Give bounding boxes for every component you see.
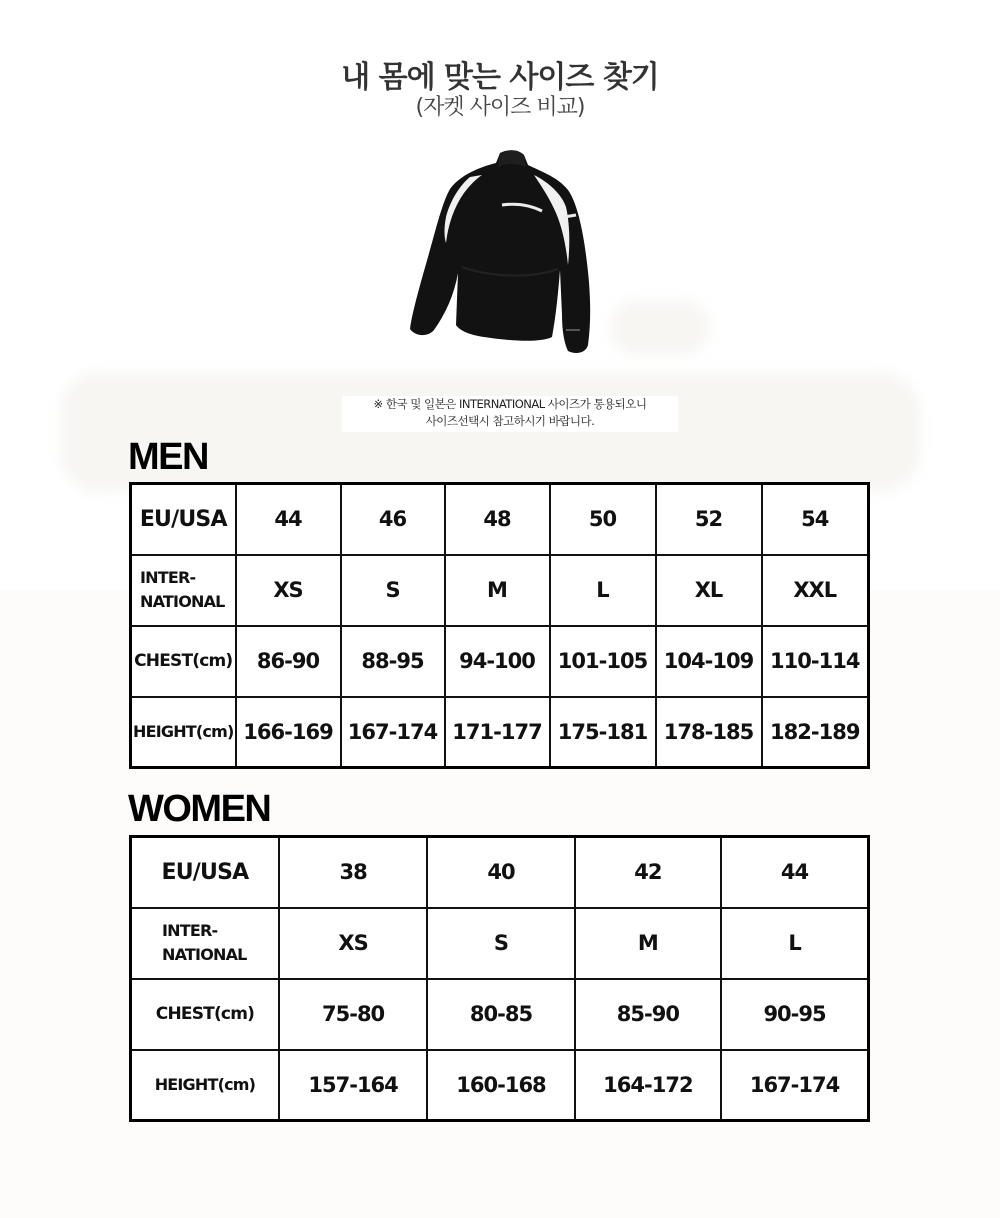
- table-row: [131, 626, 869, 697]
- table-row: [131, 555, 869, 626]
- row-header-line-2: NATIONAL: [162, 945, 247, 964]
- row-header-international: [131, 908, 279, 979]
- men-size-table: [129, 482, 870, 769]
- table-cell: L: [550, 555, 656, 626]
- table-cell: 44: [721, 837, 868, 908]
- notice-line-2: 사이즈선택시 참고하시기 바랍니다.: [425, 414, 595, 428]
- table-cell: 167-174: [341, 697, 445, 768]
- page-title: 내 몸에 맞는 사이즈 찾기: [341, 60, 659, 95]
- table-cell: M: [575, 908, 721, 979]
- table-cell: 101-105: [550, 626, 656, 697]
- women-size-table: [129, 835, 870, 1122]
- table-cell: XXL: [762, 555, 869, 626]
- row-header-eu-usa: EU/USA: [131, 484, 236, 555]
- row-header-chest: CHEST(cm): [131, 979, 279, 1050]
- table-cell: 54: [762, 484, 869, 555]
- table-cell: S: [341, 555, 445, 626]
- table-cell: 46: [341, 484, 445, 555]
- row-header-international: [131, 555, 236, 626]
- table-cell: 40: [427, 837, 574, 908]
- table-cell: 88-95: [341, 626, 445, 697]
- table-cell: S: [427, 908, 574, 979]
- table-row: [131, 837, 869, 908]
- table-cell: 86-90: [236, 626, 341, 697]
- page-subtitle: (자켓 사이즈 비교): [415, 95, 585, 120]
- table-row: [131, 697, 869, 768]
- table-cell: 42: [575, 837, 721, 908]
- men-section-label: MEN: [128, 436, 208, 478]
- table-cell: 90-95: [721, 979, 868, 1050]
- table-cell: 167-174: [721, 1050, 868, 1121]
- table-cell: XS: [279, 908, 427, 979]
- table-cell: L: [721, 908, 868, 979]
- table-cell: 94-100: [445, 626, 550, 697]
- table-cell: 85-90: [575, 979, 721, 1050]
- table-cell: 52: [656, 484, 762, 555]
- table-cell: 48: [445, 484, 550, 555]
- table-cell: 175-181: [550, 697, 656, 768]
- table-row: [131, 484, 869, 555]
- row-header-height: HEIGHT(cm): [131, 697, 236, 768]
- table-cell: 80-85: [427, 979, 574, 1050]
- row-header-eu-usa: EU/USA: [131, 837, 279, 908]
- table-cell: 104-109: [656, 626, 762, 697]
- background-smudge-small: [610, 300, 710, 355]
- row-header-height: HEIGHT(cm): [131, 1050, 279, 1121]
- table-cell: 182-189: [762, 697, 869, 768]
- table-cell: 75-80: [279, 979, 427, 1050]
- table-cell: 164-172: [575, 1050, 721, 1121]
- table-row: [131, 1050, 869, 1121]
- notice-line-1: ※ 한국 및 일본은 INTERNATIONAL 사이즈가 통용되오니: [373, 397, 647, 411]
- jacket-icon: [400, 145, 610, 360]
- table-cell: 171-177: [445, 697, 550, 768]
- table-cell: XS: [236, 555, 341, 626]
- row-header-line-1: INTER-: [162, 921, 218, 940]
- table-row: [131, 908, 869, 979]
- row-header-line-1: INTER-: [140, 568, 196, 587]
- table-cell: 178-185: [656, 697, 762, 768]
- table-cell: 38: [279, 837, 427, 908]
- table-cell: 50: [550, 484, 656, 555]
- table-cell: XL: [656, 555, 762, 626]
- table-cell: 110-114: [762, 626, 869, 697]
- table-cell: 44: [236, 484, 341, 555]
- table-cell: 160-168: [427, 1050, 574, 1121]
- table-cell: M: [445, 555, 550, 626]
- notice-box: [342, 396, 678, 432]
- row-header-chest: CHEST(cm): [131, 626, 236, 697]
- table-cell: 157-164: [279, 1050, 427, 1121]
- row-header-line-2: NATIONAL: [140, 592, 225, 611]
- table-cell: 166-169: [236, 697, 341, 768]
- table-row: [131, 979, 869, 1050]
- women-section-label: WOMEN: [128, 788, 271, 830]
